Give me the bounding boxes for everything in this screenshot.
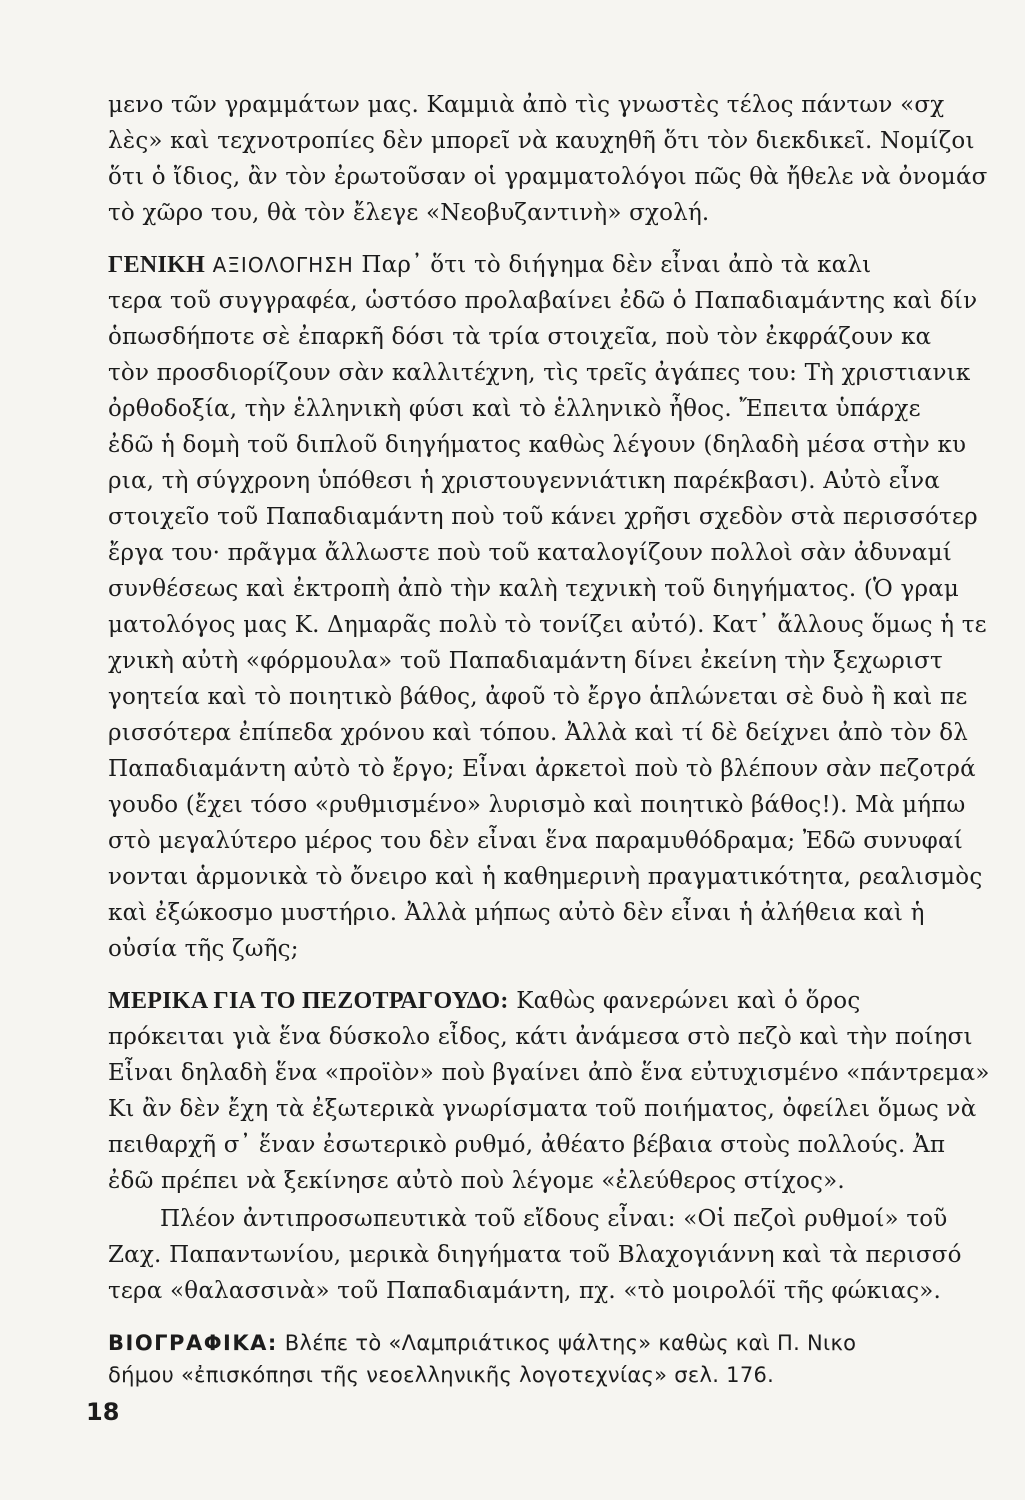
text-line: γουδο (ἔχει τόσο «ρυθμισμένο» λυρισμὸ καὶ ποιητικὸ βάθος!). Μὰ μήπω <box>108 792 966 818</box>
text-line: ὅτι ὁ ἴδιος, ἂν τὸν ἐρωτοῦσαν οἱ γραμματολόγοι πῶς θὰ ἤθελε νὰ ὀνομάσ <box>108 164 988 190</box>
text-line: ἐδῶ ἡ δομὴ τοῦ διπλοῦ διηγήματος καθὼς λέγουν (δηλαδὴ μέσα στὴν κυ <box>108 432 967 458</box>
text-line: ἐδῶ πρέπει νὰ ξεκίνησε αὐτὸ ποὺ λέγομε «ἐλεύθερος στίχος». <box>108 1168 845 1194</box>
text-line: τερα τοῦ συγγραφέα, ὡστόσο προλαβαίνει ἐδῶ ὁ Παπαδιαμάντης καὶ δίν <box>108 288 978 314</box>
text-line: Εἶναι δηλαδὴ ἕνα «προϊὸν» ποὺ βγαίνει ἀπὸ ἕνα εὐτυχισμένο «πάντρεμα» <box>108 1060 990 1086</box>
text-run: Καθὼς φανερώνει καὶ ὁ ὅρος <box>516 988 861 1014</box>
text-line: τὸν προσδιορίζουν σὰν καλλιτέχνη, τὶς τρεῖς ἀγάπες του: Τὴ χριστιανικ <box>108 360 971 386</box>
page-number: 18 <box>86 1398 120 1426</box>
text-line: γοητεία καὶ τὸ ποιητικὸ βάθος, ἀφοῦ τὸ ἔργο ἁπλώνεται σὲ δυὸ ἢ καὶ πε <box>108 684 968 710</box>
bio-label: ΒΙΟΓΡΑΦΙΚΑ: <box>108 1331 278 1355</box>
section-heading-general: ΓΕΝΙΚΗ <box>108 252 206 278</box>
text-line: συνθέσεως καὶ ἐκτροπὴ ἀπὸ τὴν καλὴ τεχνικὴ τοῦ διηγήματος. (Ὁ γραμ <box>108 576 960 602</box>
text-line: νονται ἁρμονικὰ τὸ ὄνειρο καὶ ἡ καθημερινὴ πραγματικότητα, ρεαλισμὸς <box>108 864 983 890</box>
text-line: ὁπωσδήποτε σὲ ἐπαρκῆ δόσι τὰ τρία στοιχεῖα, ποὺ τὸν ἐκφράζουν κα <box>108 324 932 350</box>
text-line: λὲς» καὶ τεχνοτροπίες δὲν μπορεῖ νὰ καυχηθῆ ὅτι τὸν διεκδικεῖ. Νομίζοι <box>108 128 975 154</box>
text-line: πρόκειται γιὰ ἕνα δύσκολο εἶδος, κάτι ἀνάμεσα στὸ πεζὸ καὶ τὴν ποίησι <box>108 1024 973 1050</box>
section-heading-prose-poem: ΜΕΡΙΚΑ ΓΙΑ ΤΟ ΠΕΖΟΤΡΑΓΟΥΔΟ: <box>108 988 509 1014</box>
text-line: καὶ ἐξώκοσμο μυστήριο. Ἀλλὰ μήπως αὐτὸ δὲν εἶναι ἡ ἀλήθεια καὶ ἡ <box>108 900 925 926</box>
text-line: στὸ μεγαλύτερο μέρος του δὲν εἶναι ἕνα παραμυθόδραμα; Ἐδῶ συνυφαί <box>108 828 963 854</box>
section-heading-line <box>108 986 860 1016</box>
text-run: Βλέπε τὸ «Λαμπριάτικος ψάλτης» καθὼς καὶ Π. Νικο <box>284 1331 857 1355</box>
text-line: μενο τῶν γραμμάτων μας. Καμμιὰ ἀπὸ τὶς γνωστὲς τέλος πάντων «σχ <box>108 92 945 118</box>
section-heading-line <box>108 250 871 280</box>
section-heading-evaluation: ΑΞΙΟΛΟΓΗΣΗ <box>212 253 354 277</box>
text-line: Ζαχ. Παπαντωνίου, μερικὰ διηγήματα τοῦ Βλαχογιάννη καὶ τὰ περισσό <box>108 1242 962 1268</box>
text-line: πειθαρχῆ σ᾽ ἕναν ἐσωτερικὸ ρυθμό, ἀθέατο βέβαια στοὺς πολλούς. Ἀπ <box>108 1132 946 1158</box>
text-line: τὸ χῶρο του, θὰ τὸν ἔλεγε «Νεοβυζαντινὴ» σχολή. <box>108 200 710 226</box>
text-line: ρισσότερα ἐπίπεδα χρόνου καὶ τόπου. Ἀλλὰ καὶ τί δὲ δείχνει ἀπὸ τὸν δλ <box>108 720 969 746</box>
text-line: οὐσία τῆς ζωῆς; <box>108 936 299 962</box>
text-run: Παρ᾽ ὅτι τὸ διήγημα δὲν εἶναι ἀπὸ τὰ καλι <box>361 252 872 278</box>
text-line: Παπαδιαμάντη αὐτὸ τὸ ἔργο; Εἶναι ἀρκετοὶ ποὺ τὸ βλέπουν σὰν πεζοτρά <box>108 756 976 782</box>
text-line: χνικὴ αὐτὴ «φόρμουλα» τοῦ Παπαδιαμάντη δίνει ἐκείνη τὴν ξεχωριστ <box>108 648 943 674</box>
text-line: τερα «θαλασσινὰ» τοῦ Παπαδιαμάντη, πχ. «τὸ μοιρολόϊ τῆς φώκιας». <box>108 1278 942 1304</box>
text-line: ὀρθοδοξία, τὴν ἑλληνικὴ φύσι καὶ τὸ ἑλληνικὸ ἦθος. Ἔπειτα ὑπάρχε <box>108 396 921 422</box>
text-line: Πλέον ἀντιπροσωπευτικὰ τοῦ εἴδους εἶναι: «Οἱ πεζοὶ ρυθμοί» τοῦ <box>160 1206 948 1232</box>
text-line: ρια, τὴ σύγχρονη ὑπόθεσι ἡ χριστουγεννιάτικη παρέκβασι). Αὐτὸ εἶνα <box>108 468 940 494</box>
bio-line: δήμου «ἐπισκόπησι τῆς νεοελληνικῆς λογοτεχνίας» σελ. 176. <box>108 1363 775 1387</box>
text-line: ἔργα του· πρᾶγμα ἄλλωστε ποὺ τοῦ καταλογίζουν πολλοὶ σὰν ἀδυναμί <box>108 540 952 566</box>
text-line: ματολόγος μας Κ. Δημαρᾶς πολὺ τὸ τονίζει αὐτό). Κατ᾽ ἄλλους ὅμως ἡ τε <box>108 612 987 638</box>
text-line: στοιχεῖο τοῦ Παπαδιαμάντη ποὺ τοῦ κάνει χρῆσι σχεδὸν στὰ περισσότερ <box>108 504 978 530</box>
text-line: Κι ἂν δὲν ἔχη τὰ ἐξωτερικὰ γνωρίσματα τοῦ ποιήματος, ὀφείλει ὅμως νὰ <box>108 1096 977 1122</box>
bio-line <box>108 1328 856 1358</box>
